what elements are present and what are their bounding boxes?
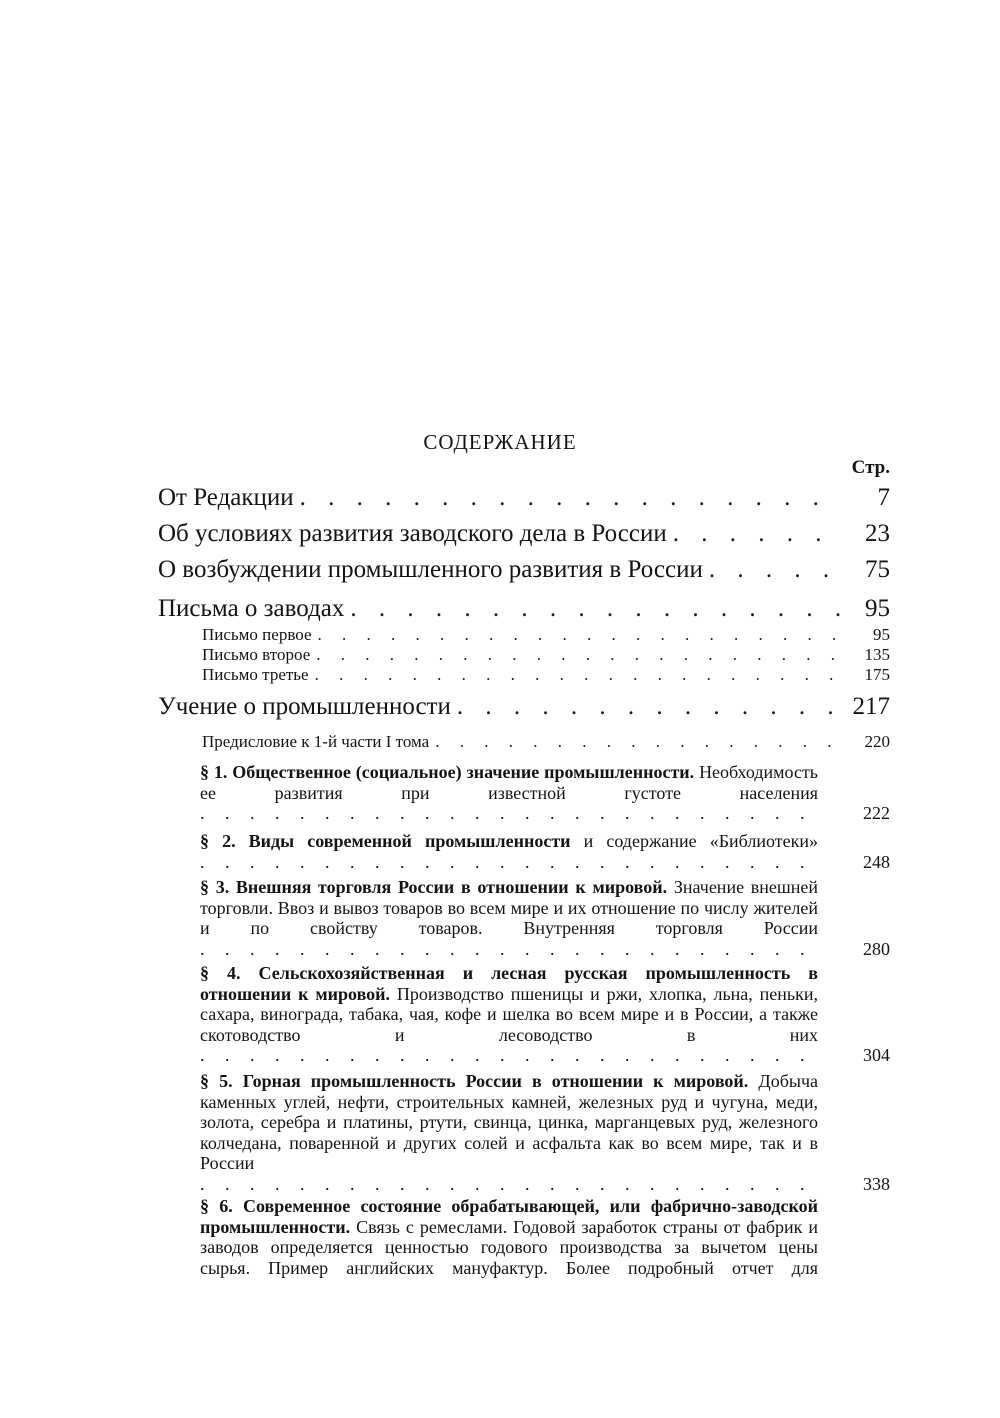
toc-entry-label: О возбуждении промышленного развития в России (158, 556, 703, 583)
toc-entry-label: Учение о промышленности (158, 693, 451, 720)
section-page-line (200, 939, 890, 960)
toc-title: СОДЕРЖАНИЕ (423, 430, 577, 454)
toc-entry-page: 220 (864, 732, 890, 751)
toc-entry[interactable] (158, 693, 890, 721)
section-heading: § 1. Общественное (социальное) значение промышленности. (200, 762, 695, 782)
toc-section[interactable] (200, 877, 890, 959)
section-text (200, 877, 818, 939)
section-heading: § 4. Сельскохозяйственная и лесная русская промышленность в отношении к мировой. (200, 963, 818, 1004)
toc-entry-page: 95 (873, 625, 890, 644)
toc-entry-label: Письмо первое (202, 625, 312, 644)
toc-section[interactable] (200, 831, 890, 872)
leader-dots (318, 625, 841, 645)
leader-dots (315, 665, 840, 685)
leader-dots (200, 852, 820, 873)
section-text (200, 1071, 818, 1174)
toc-subentry[interactable] (202, 732, 890, 752)
section-page-line (200, 803, 890, 824)
section-description: Необходимость ее развития при известной густоте населения (200, 762, 819, 803)
leader-dots (316, 645, 840, 665)
leader-dots (673, 520, 840, 548)
section-text (200, 831, 818, 852)
toc-section[interactable] (200, 963, 890, 1066)
section-heading: § 3. Внешняя торговля России в отношении к мировой. (200, 877, 668, 897)
toc-entry[interactable] (158, 484, 890, 512)
toc-entry-label: Предисловие к 1-й части I тома (202, 732, 430, 751)
leader-dots (300, 484, 840, 512)
page-column-label: Стр. (851, 457, 890, 478)
toc-entry[interactable] (158, 520, 890, 548)
toc-section[interactable] (200, 1196, 890, 1278)
section-description: Добыча каменных углей, нефти, строительных камней, железных руд и чугуна, меди, золота, серебра и платины, ртути, свинца, цинка, марганцевых руд, железного колчедана, поваренной и других солей и асфальта как во всем мире, так и в России (200, 1071, 818, 1173)
leader-dots (200, 939, 820, 960)
section-description: Производство пшеницы и ржи, хлопка, льна, пеньки, сахара, винограда, табака, чая, кофе и шелка во всем мире и в России, а также скотоводство и лесоводство в них (200, 983, 819, 1045)
section-heading: § 5. Горная промышленность России в отношении к мировой. (200, 1071, 749, 1091)
section-page-line (200, 1174, 890, 1195)
toc-subentry[interactable] (202, 665, 890, 685)
toc-entry-page: 304 (863, 1045, 890, 1065)
section-page-line (200, 852, 890, 873)
section-description: и содержание «Библиотеки» (583, 831, 818, 851)
section-text (200, 1196, 818, 1278)
leader-dots (457, 693, 840, 721)
toc-entry-page: 135 (864, 645, 890, 664)
toc-entry-page: 248 (863, 851, 890, 872)
toc-entry-page: 95 (865, 595, 890, 622)
toc-entry-page: 23 (865, 520, 890, 547)
toc-entry-page: 280 (863, 938, 890, 959)
toc-entry-page: 338 (863, 1173, 890, 1194)
toc-entry-label: От Редакции (158, 484, 294, 511)
leader-dots (709, 556, 840, 584)
toc-entry-page: 7 (877, 484, 890, 511)
toc-entry-page: 175 (864, 665, 890, 684)
toc-subentry[interactable] (202, 625, 890, 645)
toc-entry[interactable] (158, 556, 890, 584)
leader-dots (200, 1045, 820, 1066)
toc-entry-label: Письмо третье (202, 665, 309, 684)
leader-dots (435, 732, 840, 752)
section-description: Связь с ремеслами. Годовой заработок страны от фабрик и заводов определяется ценностью годового производства за вычетом цены сырья. Пример английских мануфактур. Более подробный отчет для (200, 1216, 818, 1278)
toc-entry-label: Об условиях развития заводского дела в России (158, 520, 667, 547)
section-heading: § 6. Современное состояние обрабатывающей, или фабрично-заводской промышленности. (200, 1196, 818, 1237)
toc-entry-page: 217 (852, 693, 890, 720)
leader-dots (200, 803, 820, 824)
leader-dots (200, 1174, 820, 1195)
toc-section[interactable] (200, 762, 890, 824)
section-heading: § 2. Виды современной промышленности (200, 831, 571, 851)
toc-subentry[interactable] (202, 645, 890, 665)
toc-entry-label: Письма о заводах (158, 595, 345, 622)
toc-entry-page: 222 (863, 803, 890, 823)
section-text (200, 963, 818, 1045)
section-page-line (200, 1045, 890, 1066)
toc-entry-label: Письмо второе (202, 645, 311, 664)
section-description: Значение внешней торговли. Ввоз и вывоз товаров во всем мире и их отношение по числу жителей и по свойству товаров. Внутренняя торговля России (200, 877, 819, 938)
section-text (200, 762, 818, 803)
toc-entry-page: 75 (865, 556, 890, 583)
toc-entry[interactable] (158, 595, 890, 623)
leader-dots (350, 595, 840, 623)
toc-section[interactable] (200, 1071, 890, 1194)
